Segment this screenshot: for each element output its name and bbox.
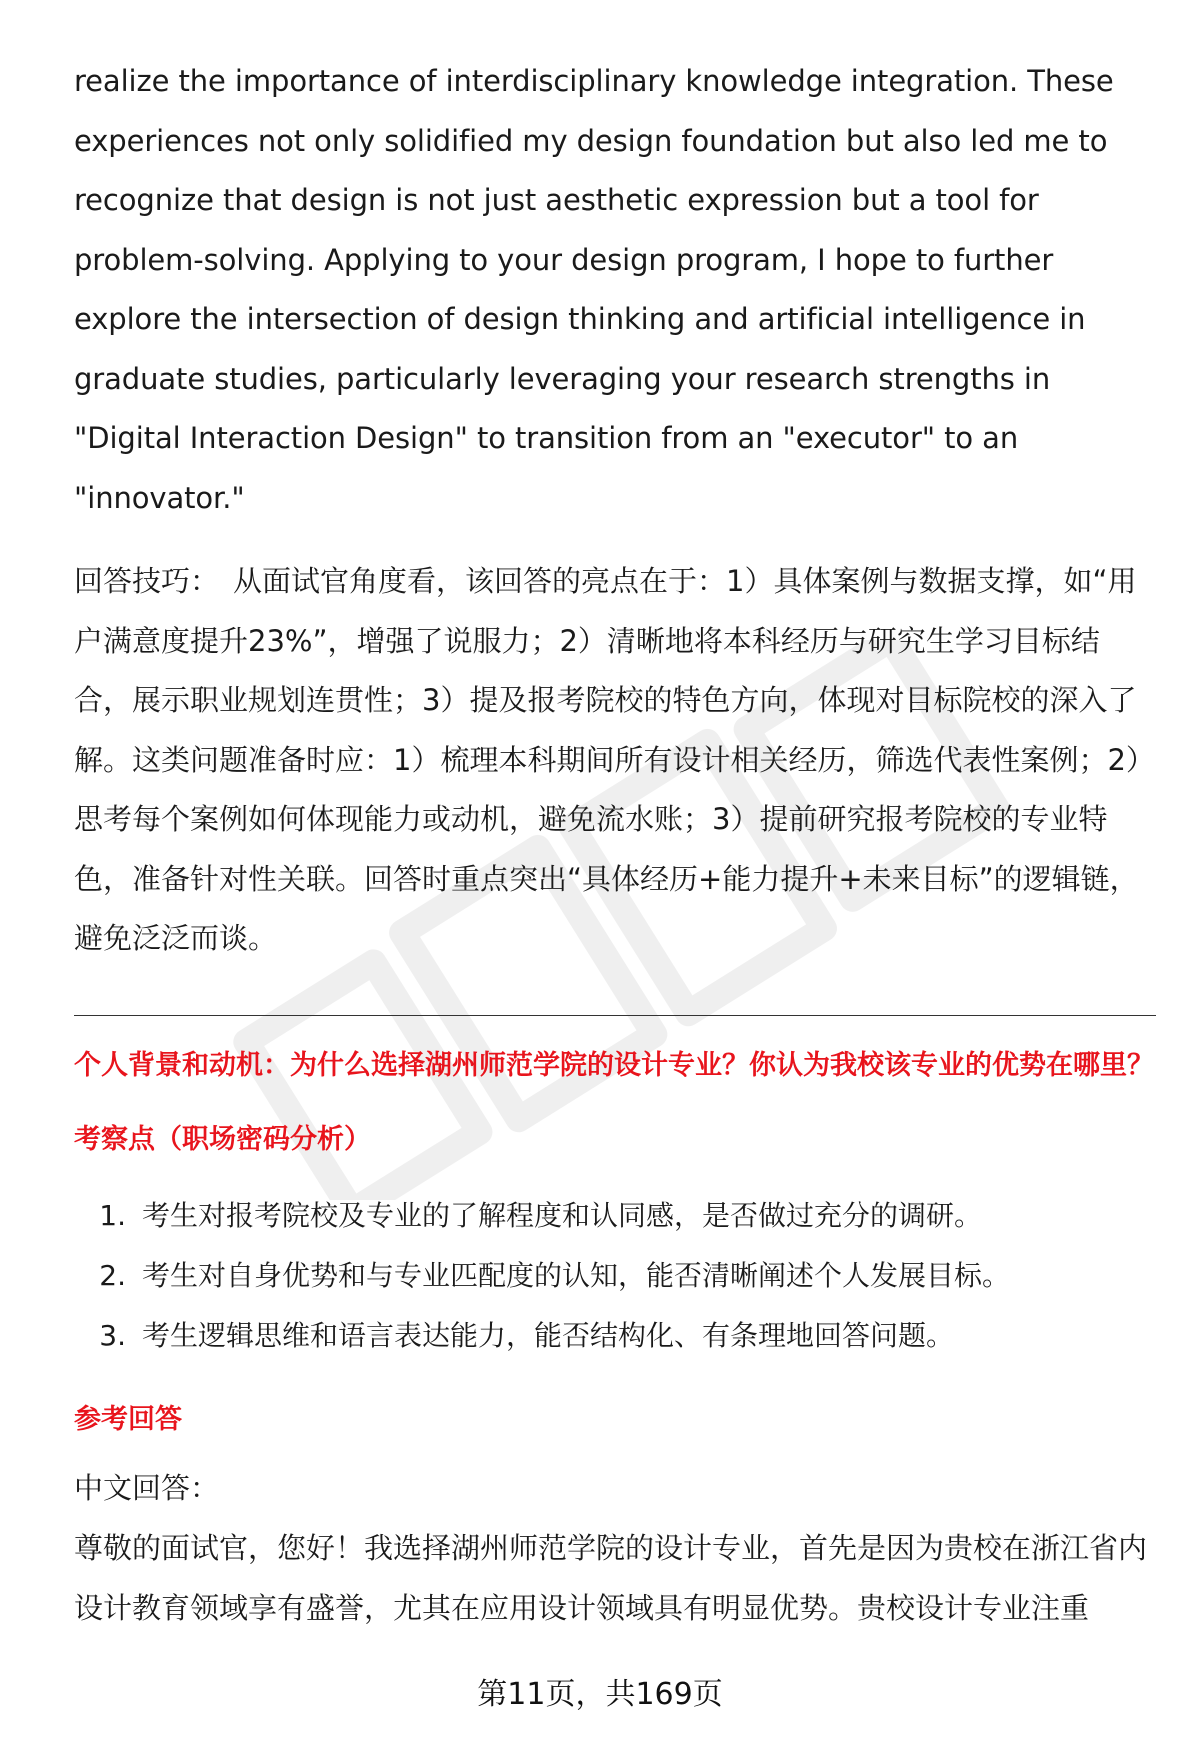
list-item	[74, 1246, 1156, 1306]
list-number: 1.	[99, 1198, 126, 1232]
question-heading: 个人背景和动机：为什么选择湖州师范学院的设计专业？你认为我校该专业的优势在哪里？	[74, 1049, 1154, 1081]
list-item-text: 考生逻辑思维和语言表达能力，能否结构化、有条理地回答问题。	[142, 1318, 955, 1352]
answer-tips-label: 回答技巧：	[74, 564, 220, 598]
chinese-answer-label: 中文回答：	[74, 1470, 220, 1505]
section-divider	[74, 1015, 1156, 1016]
english-answer-paragraph: realize the importance of interdisciplinary knowledge integration. These experiences not only solidified my design foundation but also led me to recognize that design is not just aesthetic expression but a tool for problem-solving. Applying to your design program, I hope to further explore the intersection of design thinking and artificial intelligence in graduate studies, particularly leveraging your research strengths in "Digital Interaction Design" to transition from an "executor" to an "innovator."	[74, 64, 1114, 515]
list-item	[74, 1186, 1156, 1246]
list-item-text: 考生对自身优势和与专业匹配度的认知，能否清晰阐述个人发展目标。	[142, 1258, 1011, 1292]
reference-heading: 参考回答	[74, 1403, 182, 1435]
assessment-points	[74, 1186, 1156, 1366]
answer-tips	[74, 552, 1156, 969]
answer-tips-text: 从面试官角度看，该回答的亮点在于：1）具体案例与数据支撑，如“用户满意度提升23%”，增强了说服力；2）清晰地将本科经历与研究生学习目标结合，展示职业规划连贯性；3）提及报考院校的特色方向，体现对目标院校的深入了解。这类问题准备时应：1）梳理本科期间所有设计相关经历，筛选代表性案例；2）思考每个案例如何体现能力或动机，避免流水账；3）提前研究报考院校的专业特色，准备针对性关联。回答时重点突出“具体经历+能力提升+未来目标”的逻辑链，避免泛泛而谈。	[74, 564, 1155, 955]
document-page	[74, 52, 1156, 1638]
assessment-heading: 考察点（职场密码分析）	[74, 1123, 371, 1155]
list-item	[74, 1306, 1156, 1366]
list-item-text: 考生对报考院校及专业的了解程度和认同感，是否做过充分的调研。	[142, 1198, 983, 1232]
list-number: 3.	[99, 1318, 126, 1352]
list-number: 2.	[99, 1258, 126, 1292]
page-footer: 第11页，共169页	[477, 1677, 723, 1712]
chinese-answer-text: 尊敬的面试官，您好！我选择湖州师范学院的设计专业，首先是因为贵校在浙江省内设计教育领域享有盛誉，尤其在应用设计领域具有明显优势。贵校设计专业注重	[74, 1530, 1148, 1625]
